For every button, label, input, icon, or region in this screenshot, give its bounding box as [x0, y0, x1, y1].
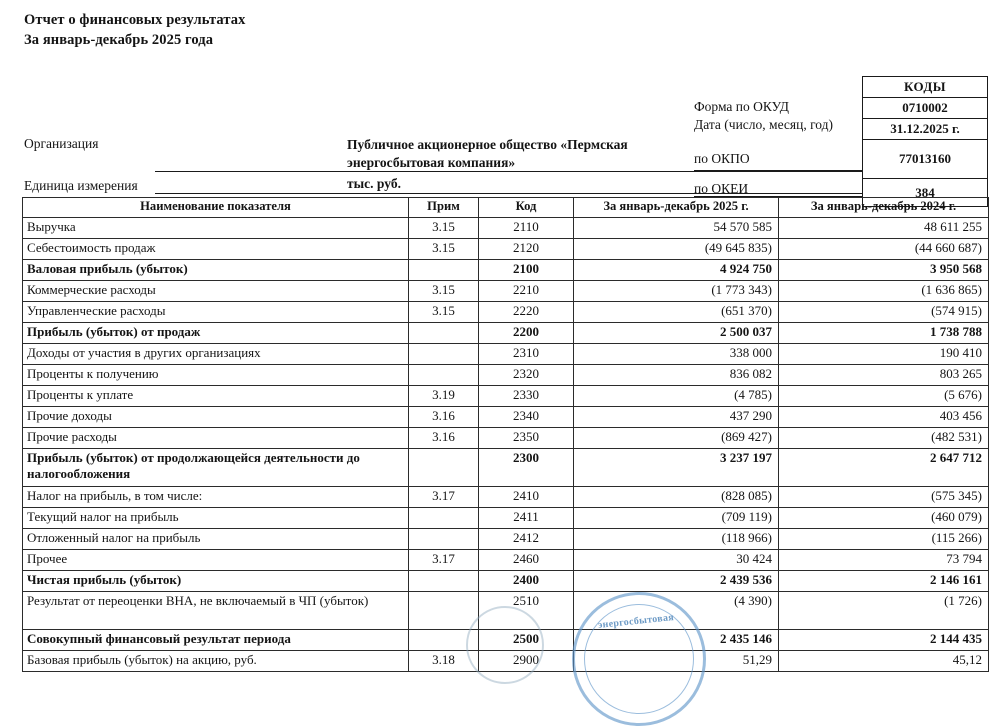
- row-note: [409, 592, 479, 630]
- row-code: 2340: [479, 407, 574, 428]
- row-note: [409, 344, 479, 365]
- row-value-2024: (575 345): [779, 487, 989, 508]
- table-row: [23, 344, 989, 365]
- okei-code-value: 384: [915, 185, 935, 200]
- row-note: [409, 365, 479, 386]
- row-note: 3.15: [409, 281, 479, 302]
- row-note: 3.18: [409, 651, 479, 672]
- table-row: [23, 571, 989, 592]
- table-row: [23, 365, 989, 386]
- row-code: 2310: [479, 344, 574, 365]
- row-value-2024: 2 647 712: [779, 449, 989, 487]
- row-code: 2510: [479, 592, 574, 630]
- table-row: [23, 323, 989, 344]
- table-row: [23, 260, 989, 281]
- row-value-2025: 2 439 536: [574, 571, 779, 592]
- row-value-2025: 51,29: [574, 651, 779, 672]
- okud-label: Форма по ОКУД: [694, 99, 790, 114]
- row-note: 3.16: [409, 428, 479, 449]
- row-value-2024: 1 738 788: [779, 323, 989, 344]
- column-header-period-previous: За январь-декабрь 2024 г.: [779, 198, 989, 218]
- okpo-code-value: 77013160: [863, 140, 987, 179]
- row-code: 2120: [479, 239, 574, 260]
- row-value-2024: 403 456: [779, 407, 989, 428]
- table-row: [23, 592, 989, 630]
- table-row: [23, 407, 989, 428]
- row-indicator-name: Прибыль (убыток) от продаж: [23, 323, 409, 344]
- row-value-2024: 48 611 255: [779, 218, 989, 239]
- row-value-2024: (44 660 687): [779, 239, 989, 260]
- row-value-2025: 30 424: [574, 550, 779, 571]
- row-note: 3.16: [409, 407, 479, 428]
- row-value-2025: (49 645 835): [574, 239, 779, 260]
- row-note: [409, 571, 479, 592]
- row-note: [409, 449, 479, 487]
- report-date-label: Дата (число, месяц, год): [694, 117, 833, 132]
- row-value-2024: (1 636 865): [779, 281, 989, 302]
- okpo-label: по ОКПО: [694, 151, 750, 166]
- table-row: [23, 302, 989, 323]
- row-value-2024: 45,12: [779, 651, 989, 672]
- row-code: 2900: [479, 651, 574, 672]
- row-code: 2412: [479, 529, 574, 550]
- row-value-2025: (869 427): [574, 428, 779, 449]
- row-indicator-name: Прочие доходы: [23, 407, 409, 428]
- table-row: [23, 529, 989, 550]
- row-indicator-name: Результат от переоценки ВНА, не включаемый в ЧП (убыток): [23, 592, 409, 630]
- table-header-row: [23, 198, 989, 218]
- row-code: 2210: [479, 281, 574, 302]
- unit-value: тыс. руб.: [347, 176, 401, 191]
- company-stamp-label: энергосбытовая: [597, 612, 675, 631]
- row-value-2025: (4 785): [574, 386, 779, 407]
- row-indicator-name: Доходы от участия в других организациях: [23, 344, 409, 365]
- row-value-2024: 73 794: [779, 550, 989, 571]
- column-header-name: Наименование показателя: [23, 198, 409, 218]
- table-row: [23, 449, 989, 487]
- row-value-2024: 803 265: [779, 365, 989, 386]
- row-value-2025: 338 000: [574, 344, 779, 365]
- row-value-2025: (1 773 343): [574, 281, 779, 302]
- row-indicator-name: Управленческие расходы: [23, 302, 409, 323]
- row-value-2025: (118 966): [574, 529, 779, 550]
- row-indicator-name: Коммерческие расходы: [23, 281, 409, 302]
- okud-code-value: 0710002: [863, 98, 987, 119]
- organization-label: Организация: [24, 136, 99, 151]
- table-row: [23, 281, 989, 302]
- row-code: 2200: [479, 323, 574, 344]
- row-note: 3.19: [409, 386, 479, 407]
- table-row: [23, 386, 989, 407]
- row-indicator-name: Проценты к получению: [23, 365, 409, 386]
- row-indicator-name: Валовая прибыль (убыток): [23, 260, 409, 281]
- row-code: 2330: [479, 386, 574, 407]
- organization-rule: [155, 171, 862, 172]
- row-note: 3.15: [409, 218, 479, 239]
- page-title: [24, 10, 245, 50]
- row-indicator-name: Совокупный финансовый результат периода: [23, 630, 409, 651]
- row-code: 2220: [479, 302, 574, 323]
- organization-value: Публичное акционерное общество «Пермская энергосбытовая компания»: [347, 137, 628, 170]
- row-code: 2411: [479, 508, 574, 529]
- table-row: [23, 651, 989, 672]
- row-indicator-name: Базовая прибыль (убыток) на акцию, руб.: [23, 651, 409, 672]
- page-title-line1: Отчет о финансовых результатах: [24, 12, 246, 28]
- row-indicator-name: Отложенный налог на прибыль: [23, 529, 409, 550]
- row-value-2025: 54 570 585: [574, 218, 779, 239]
- column-header-note: Прим: [409, 198, 479, 218]
- row-note: 3.15: [409, 302, 479, 323]
- table-row: [23, 428, 989, 449]
- table-row: [23, 487, 989, 508]
- codes-box: [862, 76, 988, 207]
- row-indicator-name: Выручка: [23, 218, 409, 239]
- row-value-2024: (460 079): [779, 508, 989, 529]
- row-value-2025: 437 290: [574, 407, 779, 428]
- row-value-2024: 2 146 161: [779, 571, 989, 592]
- row-code: 2500: [479, 630, 574, 651]
- row-value-2025: (709 119): [574, 508, 779, 529]
- table-row: [23, 550, 989, 571]
- row-code: 2400: [479, 571, 574, 592]
- unit-label: Единица измерения: [24, 178, 138, 193]
- table-row: [23, 239, 989, 260]
- row-code: 2320: [479, 365, 574, 386]
- row-value-2025: (828 085): [574, 487, 779, 508]
- table-row: [23, 218, 989, 239]
- column-header-code: Код: [479, 198, 574, 218]
- row-note: 3.17: [409, 487, 479, 508]
- row-value-2024: 190 410: [779, 344, 989, 365]
- table-row: [23, 508, 989, 529]
- row-code: 2410: [479, 487, 574, 508]
- row-value-2025: 836 082: [574, 365, 779, 386]
- row-value-2025: (4 390): [574, 592, 779, 630]
- row-note: [409, 529, 479, 550]
- row-value-2024: (574 915): [779, 302, 989, 323]
- row-note: [409, 630, 479, 651]
- row-value-2025: 3 237 197: [574, 449, 779, 487]
- row-code: 2460: [479, 550, 574, 571]
- report-date-value: 31.12.2025 г.: [863, 119, 987, 140]
- row-indicator-name: Текущий налог на прибыль: [23, 508, 409, 529]
- row-indicator-name: Прочее: [23, 550, 409, 571]
- row-value-2024: (1 726): [779, 592, 989, 630]
- row-note: 3.15: [409, 239, 479, 260]
- row-note: [409, 260, 479, 281]
- row-code: 2110: [479, 218, 574, 239]
- table-row: [23, 630, 989, 651]
- row-code: 2100: [479, 260, 574, 281]
- okei-label: по ОКЕИ: [694, 181, 749, 196]
- row-indicator-name: Чистая прибыль (убыток): [23, 571, 409, 592]
- row-code: 2350: [479, 428, 574, 449]
- codes-box-header: КОДЫ: [863, 77, 987, 98]
- row-code: 2300: [479, 449, 574, 487]
- row-note: [409, 508, 479, 529]
- unit-rule: [155, 193, 862, 194]
- page-title-line2: За январь-декабрь 2025 года: [24, 32, 214, 48]
- row-indicator-name: Прибыль (убыток) от продолжающейся деятельности до налогообложения: [23, 449, 409, 487]
- row-indicator-name: Проценты к уплате: [23, 386, 409, 407]
- row-indicator-name: Налог на прибыль, в том числе:: [23, 487, 409, 508]
- row-value-2024: (115 266): [779, 529, 989, 550]
- column-header-period-current: За январь-декабрь 2025 г.: [574, 198, 779, 218]
- table-body: [23, 218, 989, 672]
- row-value-2025: 2 500 037: [574, 323, 779, 344]
- row-note: 3.17: [409, 550, 479, 571]
- row-value-2024: (5 676): [779, 386, 989, 407]
- row-value-2025: 2 435 146: [574, 630, 779, 651]
- row-indicator-name: Прочие расходы: [23, 428, 409, 449]
- row-value-2024: (482 531): [779, 428, 989, 449]
- row-value-2025: 4 924 750: [574, 260, 779, 281]
- row-value-2024: 2 144 435: [779, 630, 989, 651]
- row-note: [409, 323, 479, 344]
- row-indicator-name: Себестоимость продаж: [23, 239, 409, 260]
- row-value-2024: 3 950 568: [779, 260, 989, 281]
- row-value-2025: (651 370): [574, 302, 779, 323]
- financial-results-table: [22, 197, 989, 672]
